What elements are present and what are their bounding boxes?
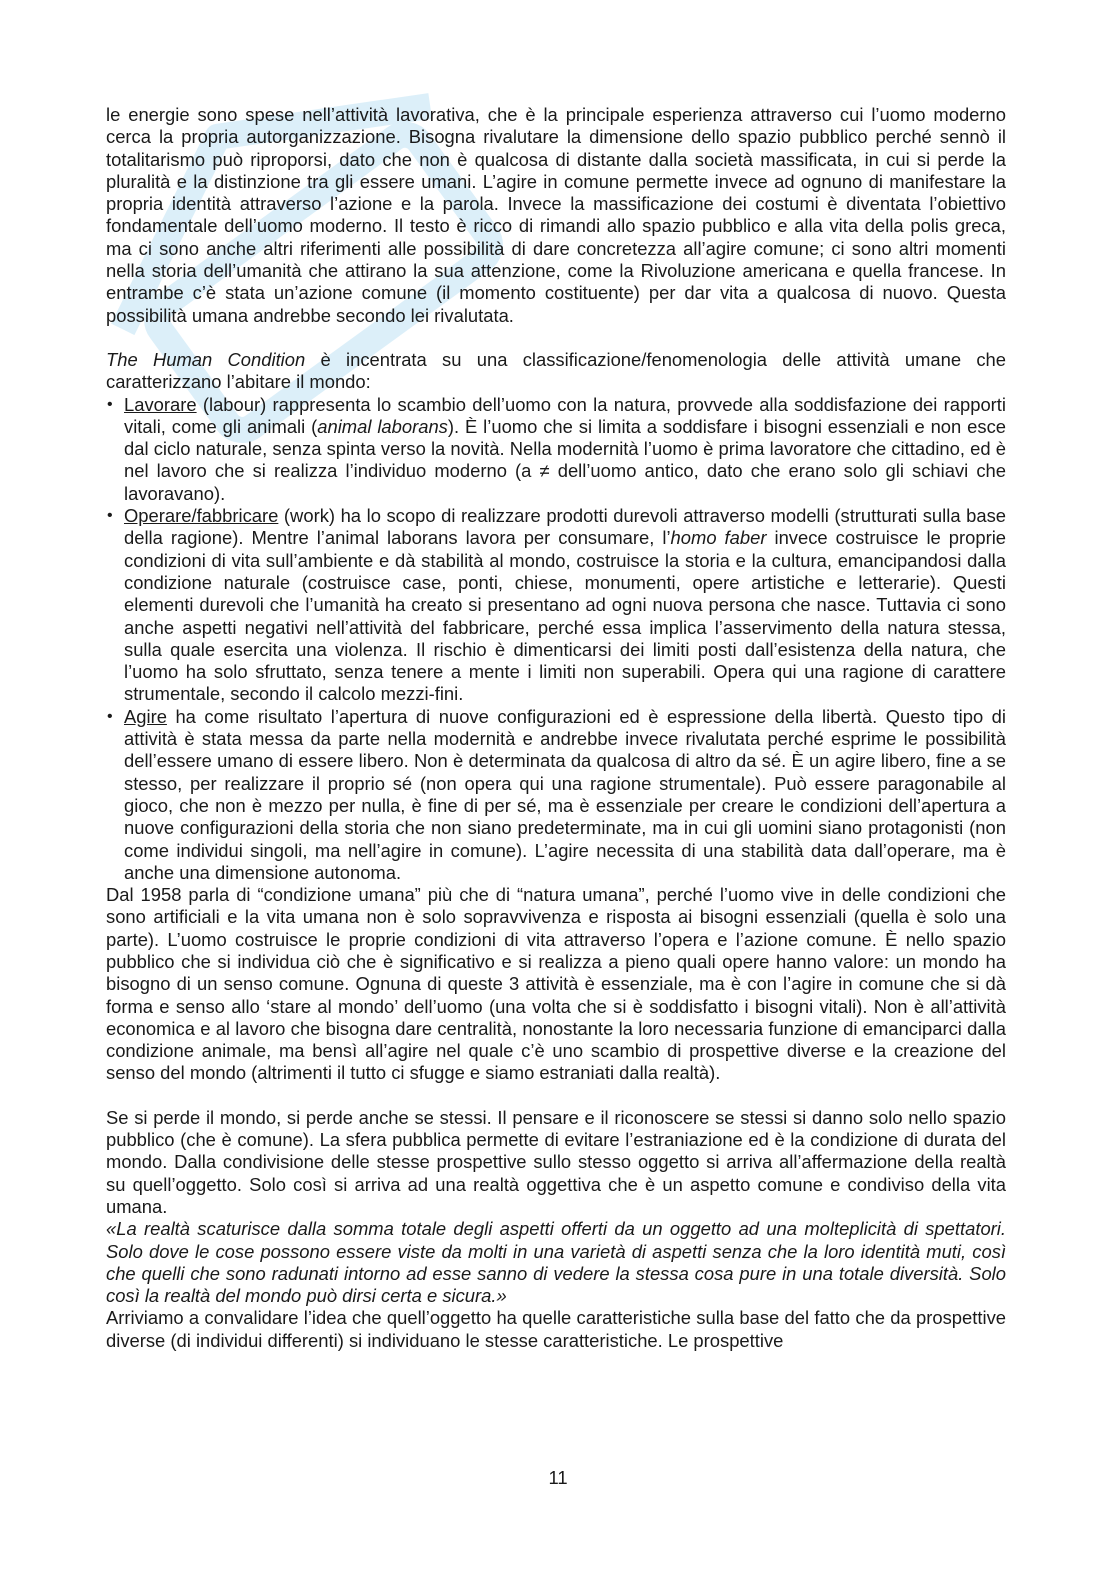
closing-paragraph: Arriviamo a convalidare l’idea che quell’oggetto ha quelle caratteristiche sulla base del fatto che da prospettive diverse (di individui differenti) si individuano le stesse caratteristiche. Le prospettive bbox=[106, 1307, 1006, 1351]
list-item-italic: homo faber bbox=[670, 527, 767, 549]
list-item-agire bbox=[106, 706, 1006, 884]
condizione-paragraph: Dal 1958 parla di “condizione umana” più che di “natura umana”, perché l’uomo vive in delle condizioni che sono artificiali e la vita umana non è solo sopravvivenza e risposta ai bisogni essenziali (quella è solo una parte). L’uomo costruisce le proprie condizioni di vita attraverso l’opera e l’azione comune. È nello spazio pubblico che si individua ciò che è significativo e si realizza a pieno quali opere hanno valore: un mondo ha bisogno di un senso comune. Ognuna di queste 3 attività è essenziale, ma è con l’agire in comune che si dà forma e senso allo ‘stare al mondo’ dell’uomo (una volta che si è soddisfatto i bisogni vitali). Non è all’attività economica e al lavoro che bisogna dare centralità, nonostante la loro necessaria funzione di emanciparci dalla condizione animale, ma bensì all’agire nel quale c’è uno scambio di prospettive diverse e la creazione del senso del mondo (altrimenti il tutto ci sfugge e siamo estraniati dalla realtà). bbox=[106, 884, 1006, 1084]
list-item-text: ha come risultato l’apertura di nuove configurazioni ed è espressione della libertà. Questo tipo di attività è stata messa da parte nella modernità e andrebbe invece rivalutata perché esprime le possibilità dell’essere umano di essere libero. Non è determinata da qualcosa di altro da sé. È un agire libero, fine a se stesso, per realizzare il proprio sé (non opera qui una ragione strumentale). Può essere paragonabile al gioco, che non è mezzo per nulla, è fine di per sé, ma è essenziale per creare le condizioni dell’apertura a nuove configurazioni della storia che non siano predeterminate, ma in cui gli uomini siano protagonisti (non come individui singoli, ma nell’agire in comune). L’agire necessita di una stabilità data dall’operare, ma è anche una dimensione autonoma. bbox=[124, 705, 1006, 883]
mondo-paragraph: Se si perde il mondo, si perde anche se stessi. Il pensare e il riconoscere se stessi si danno solo nello spazio pubblico (che è comune). La sfera pubblica permette di evitare l’estraniazione ed è la condizione di durata del mondo. Dalla condivisione delle stesse prospettive sullo stesso oggetto si arriva all’affermazione della realtà su quell’oggetto. Solo così si arriva ad una realtà oggettiva che è un aspetto comune e condiviso della vita umana. bbox=[106, 1106, 1006, 1217]
human-condition-intro bbox=[106, 349, 1006, 394]
list-item-italic: animal laborans bbox=[317, 415, 448, 437]
document-body bbox=[106, 104, 1006, 1352]
quote-paragraph: «La realtà scaturisce dalla somma totale degli aspetti offerti da un oggetto ad una molteplicità di spettatori. Solo dove le cose possono essere viste da molti in una varietà di aspetti senza che la loro identità muti, così che quelli che sono radunati intorno ad esse sanno di vedere la stessa cosa pure in una totale diversità. Solo così la realtà del mondo può dirsi certa e sicura.» bbox=[106, 1218, 1006, 1307]
intro-paragraph: le energie sono spese nell’attività lavorativa, che è la principale esperienza attraverso cui l’uomo moderno cerca la propria autorganizzazione. Bisogna rivalutare la dimensione dello spazio pubblico perché sennò il totalitarismo può riproporsi, dato che non è qualcosa di distante dalla società massificata, in cui si perde la pluralità e la distinzione tra gli essere umani. L’agire in comune permette invece ad ognuno di manifestare la propria identità attraverso l’azione e la parola. Invece la massificazione dei costumi è diventata l’obiettivo fondamentale dell’uomo moderno. Il testo è ricco di rimandi allo spazio pubblico e alla vita della polis greca, ma ci sono anche altri riferimenti alle possibilità di dare concretezza all’agire comune; ci sono altri momenti nella storia dell’umanità che attirano la sua attenzione, come la Rivoluzione americana e quella francese. In entrambe c’è stata un’azione comune (il momento costituente) per dar vita a qualcosa di nuovo. Questa possibilità umana andrebbe secondo lei rivalutata. bbox=[106, 104, 1006, 326]
term-agire: Agire bbox=[124, 705, 167, 727]
activities-list bbox=[106, 394, 1006, 885]
list-item-text: (work) ha lo scopo di realizzare prodotti durevoli attraverso modelli (strutturati sulla base della ragione). Mentre l’animal laborans lavora per consumare, l’ bbox=[124, 505, 1006, 549]
term-lavorare: Lavorare bbox=[124, 393, 197, 415]
list-item-lavorare bbox=[106, 394, 1006, 505]
list-item-text: invece costruisce le proprie condizioni di vita sull’ambiente e dà stabilità al mondo, costruisce la storia e la cultura, emancipandosi dalla condizione naturale (costruisce case, ponti, chiese, monumenti, opere artistiche e letterarie). Questi elementi durevoli che l’umanità ha creato si presentano ad ogni nuova persona che nasce. Tuttavia ci sono anche aspetti negativi nell’attività del fabbricare, perché essa implica l’asservimento della natura stessa, sulla quale esercita una violenza. Il rischio è dimenticarsi dei limiti posti dall’esistenza della natura, che l’uomo ha solo sfruttato, senza tenere a mente i limiti non superabili. Opera qui una ragione di carattere strumentale, secondo il calcolo mezzi-fini. bbox=[124, 527, 1007, 705]
list-item-operare bbox=[106, 505, 1006, 706]
book-title: The Human Condition bbox=[106, 348, 306, 370]
list-item-text: (labour) rappresenta lo scambio dell’uomo con la natura, provvede alla soddisfazione dei rapporti vitali, come gli animali ( bbox=[124, 393, 1006, 437]
page-number: 11 bbox=[548, 1467, 568, 1488]
list-item-text: ). È l’uomo che si limita a soddisfare i bisogni essenziali e non esce dal ciclo naturale, senza spinta verso la novità. Nella modernità l’uomo è prima lavoratore che cittadino, ed è nel lavoro che si realizza l’individuo moderno (a ≠ dell’uomo antico, dato che erano solo gli schiavi che lavoravano). bbox=[124, 415, 1007, 504]
human-condition-intro-text: è incentrata su una classificazione/fenomenologia delle attività umane che caratterizzano l’abitare il mondo: bbox=[106, 348, 1006, 393]
term-operare: Operare/fabbricare bbox=[124, 505, 279, 527]
